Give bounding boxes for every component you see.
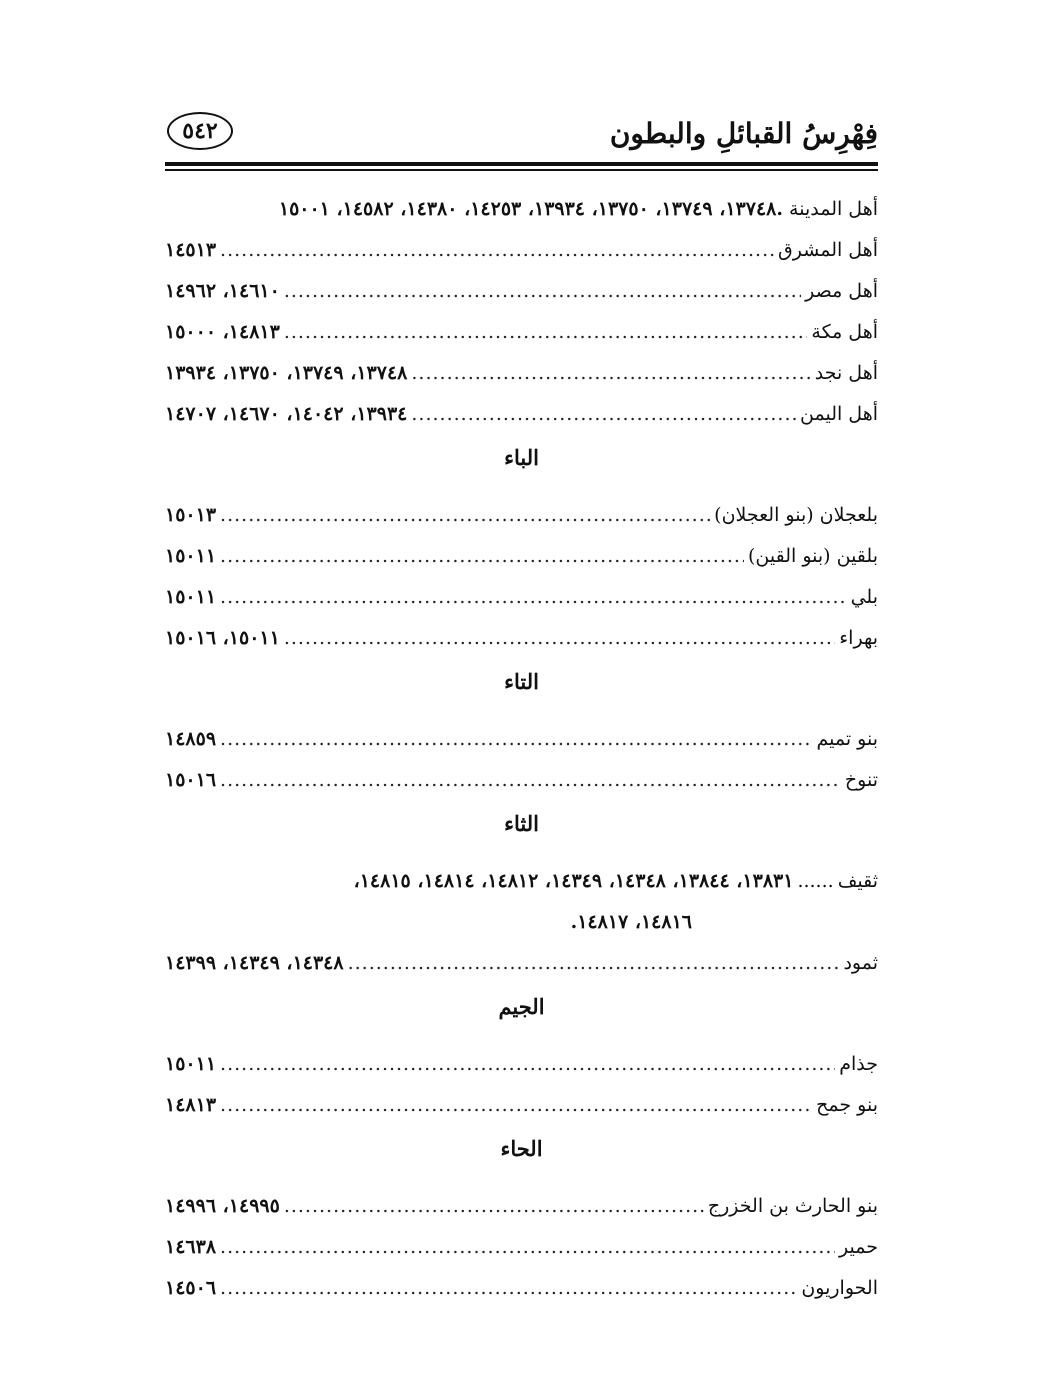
entry-name: أهل مكة xyxy=(811,320,878,343)
leader-dots xyxy=(220,719,812,760)
leader-dots xyxy=(284,1186,704,1227)
entry-name: أهل نجد xyxy=(814,361,878,384)
leader-dots xyxy=(220,536,744,577)
leader-dots xyxy=(411,394,796,435)
entry-name: بلقين (بنو القين) xyxy=(747,544,878,567)
page-header xyxy=(165,108,878,160)
index-entry xyxy=(165,1268,878,1309)
entry-name: بلي xyxy=(850,585,878,608)
entry-refs: ١٤٩٩٥، ١٤٩٩٦ xyxy=(165,1194,280,1217)
entry-name: أهل المدينة xyxy=(789,197,878,220)
entry-refs: ١٣٩٣٤، ١٤٠٤٢، ١٤٦٧٠، ١٤٧٠٧ xyxy=(165,402,408,425)
index-entry xyxy=(165,719,878,760)
entry-name: الحواريون xyxy=(801,1276,878,1299)
page-number-badge: ٥٤٢ xyxy=(167,112,233,150)
section-heading-tha: الثاء xyxy=(504,810,539,836)
index-entry xyxy=(165,312,878,353)
index-body xyxy=(165,189,878,1309)
entry-refs-continuation: ١٤٨١٦، ١٤٨١٧. xyxy=(570,910,692,933)
section-heading-ba: الباء xyxy=(504,444,539,470)
leader-dots xyxy=(348,943,840,984)
index-entry xyxy=(165,943,878,984)
entry-refs: ١٤٨١٣ xyxy=(165,1093,217,1116)
leader-dots xyxy=(220,1227,835,1268)
entry-name: بلعجلان (بنو العجلان) xyxy=(714,503,878,526)
entry-refs: ١٤٥٠٦ xyxy=(165,1276,217,1299)
entry-refs: ١٤٣٤٨، ١٤٣٤٩، ١٤٣٩٩ xyxy=(165,951,344,974)
entry-refs: ١٥٠١١ xyxy=(165,585,217,608)
index-entry xyxy=(165,495,878,536)
entry-refs: ١٤٦٣٨ xyxy=(165,1235,217,1258)
index-entry xyxy=(165,1044,878,1085)
entry-name: ثقيف xyxy=(837,869,878,892)
entry-refs: ١٤٨٥٩ xyxy=(165,727,217,750)
entry-name: جذام xyxy=(839,1052,878,1075)
entry-refs: ١٥٠١٣ xyxy=(165,503,217,526)
leader-dots xyxy=(411,353,810,394)
index-page xyxy=(165,108,878,1308)
index-entry xyxy=(165,394,878,435)
entry-name: تنوخ xyxy=(844,768,878,791)
leader-dots: ...... xyxy=(797,869,834,892)
leader-dots xyxy=(220,1268,797,1309)
entry-refs: ١٥٠١١ xyxy=(165,1052,217,1075)
leader-dots xyxy=(284,618,835,659)
entry-name: بنو تميم xyxy=(816,727,878,750)
leader-dots xyxy=(220,760,841,801)
entry-refs: ١٣٨٣١، ١٣٨٤٤، ١٤٣٤٨، ١٤٣٤٩، ١٤٨١٢، ١٤٨١٤، ١٤٨١٥، xyxy=(353,869,794,892)
entry-name: حمير xyxy=(839,1235,878,1258)
entry-name: أهل مصر xyxy=(805,279,878,302)
entry-name: أهل المشرق xyxy=(778,238,878,261)
entry-name: بنو جمح xyxy=(816,1093,878,1116)
index-entry xyxy=(165,1186,878,1227)
index-entry xyxy=(165,1085,878,1126)
entry-name: ثمود xyxy=(843,951,878,974)
index-entry xyxy=(165,760,878,801)
index-entry xyxy=(165,577,878,618)
index-entry xyxy=(165,536,878,577)
entry-refs: ١٤٨١٣، ١٥٠٠٠ xyxy=(165,320,280,343)
leader-dots xyxy=(220,1044,835,1085)
entry-refs: ١٥٠١٦ xyxy=(165,768,217,791)
index-entry xyxy=(165,230,878,271)
index-entry xyxy=(165,189,878,230)
entry-name: بنو الحارث بن الخزرج xyxy=(707,1194,878,1217)
entry-refs: ١٤٥١٣ xyxy=(165,238,217,261)
leader-dots xyxy=(220,495,710,536)
leader-dots xyxy=(220,1085,812,1126)
entry-name: بهراء xyxy=(839,626,878,649)
index-entry xyxy=(165,1227,878,1268)
entry-name: أهل اليمن xyxy=(800,402,878,425)
entry-refs: ١٥٠١١، ١٥٠١٦ xyxy=(165,626,280,649)
leader-dots xyxy=(220,577,847,618)
section-heading-ha: الحاء xyxy=(500,1135,543,1161)
running-title: فِهْرِسُ القبائلِ والبطون xyxy=(609,117,878,150)
header-rule-thick xyxy=(165,162,878,166)
leader-dots xyxy=(220,230,774,271)
index-entry xyxy=(165,861,878,902)
index-entry xyxy=(165,618,878,659)
entry-refs: ١٣٧٤٨، ١٣٧٤٩، ١٣٧٥٠، ١٣٩٣٤ xyxy=(165,361,408,384)
leader-dots xyxy=(284,271,801,312)
section-heading-jim: الجيم xyxy=(498,993,545,1019)
header-rule-thin xyxy=(165,169,878,171)
index-entry xyxy=(165,271,878,312)
leader-dots xyxy=(284,312,808,353)
section-heading-ta: التاء xyxy=(504,668,539,694)
entry-refs: ١٤٦١٠، ١٤٩٦٢ xyxy=(165,279,280,302)
entry-refs: ١٥٠١١ xyxy=(165,544,217,567)
index-entry xyxy=(165,353,878,394)
entry-refs: .١٣٧٤٨، ١٣٧٤٩، ١٣٧٥٠، ١٣٩٣٤، ١٤٢٥٣، ١٤٣٨٠، ١٤٥٨٢، ١٥٠٠١ xyxy=(278,197,783,220)
